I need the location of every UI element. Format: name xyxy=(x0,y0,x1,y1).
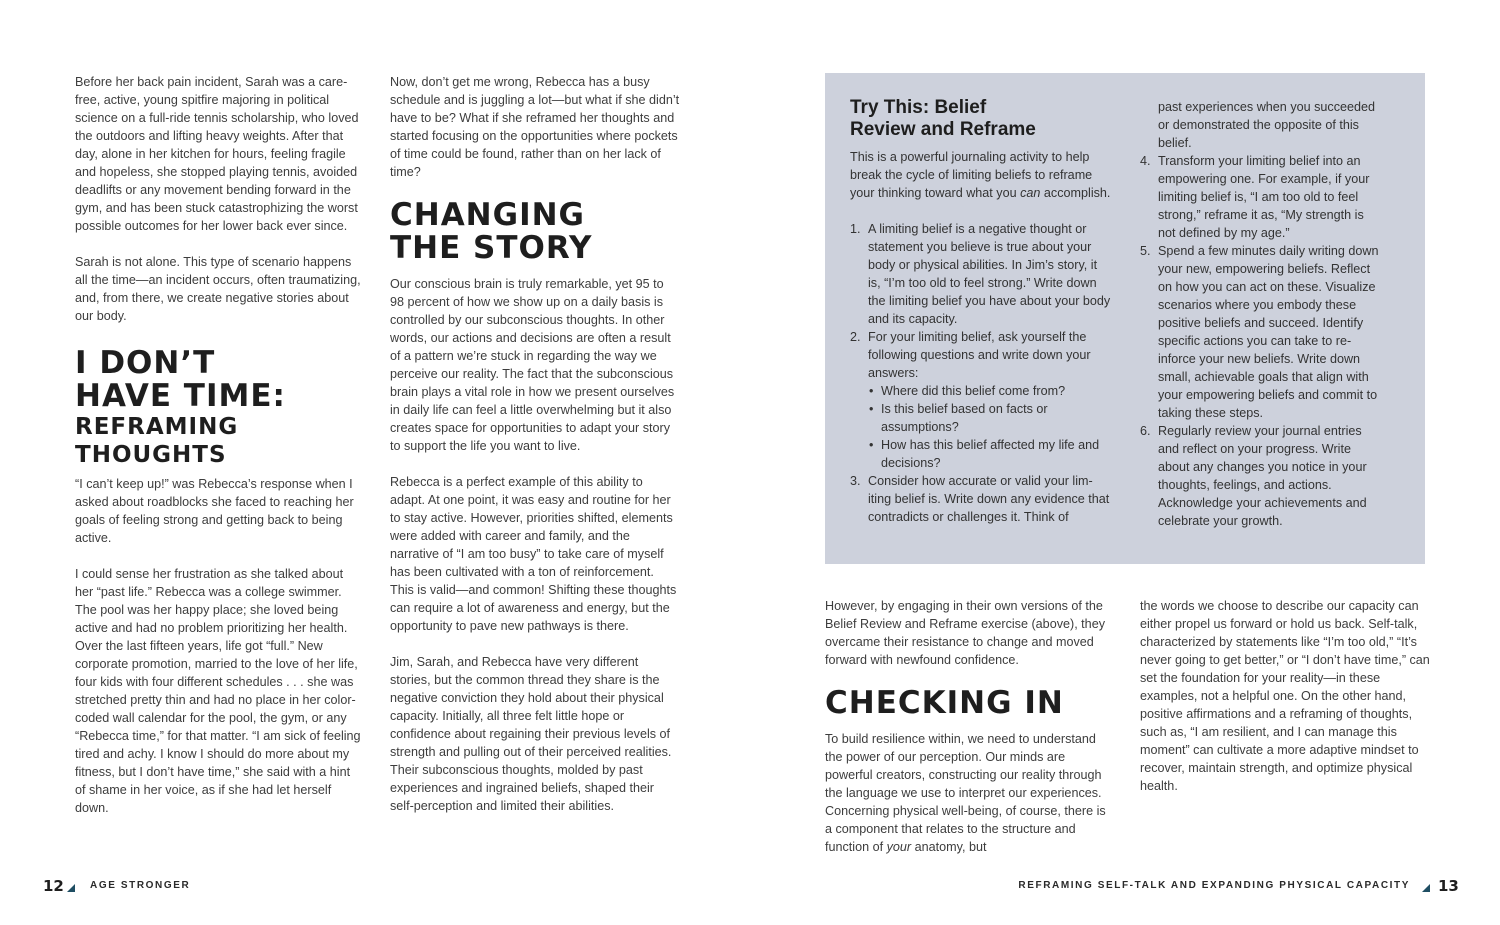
page-number-left: 12 xyxy=(43,877,64,895)
paragraph: Rebecca is a perfect example of this ability to adapt. At one point, it was easy and routine for her to stay active. However, priorities shifted, elements were added with career and family, and the narrative of “I am too busy” to take care of myself has been cultivated with a ton of reinforcement. This is valid—and common! Shifting these thoughts can require a lot of awareness and energy, but the opportunity to pave new pathways is there. xyxy=(390,475,677,633)
step-text: Transform your limiting belief into an empowering one. For example, if your limiting belief is, “I am too old to feel strong,” reframe it as, “My strength is not defined by my age.” xyxy=(1158,154,1370,240)
bullet-item: • How has this belief affected my life and decisions? xyxy=(868,436,1112,472)
step-item xyxy=(1140,422,1382,530)
step-text: Regularly review your journal entries and reflect on your progress. Write about any changes you notice in your thoughts, feelings, and actions. Acknowledge your achievements and celebrate your growth. xyxy=(1158,424,1367,528)
sidebar-right-column xyxy=(1140,98,1382,530)
step-number: 5. xyxy=(1140,244,1151,258)
left-column-1 xyxy=(75,73,363,835)
paragraph: Before her back pain incident, Sarah was a care-free, active, young spitfire majoring in political science on a full-ride tennis scholarship, who loved the outdoors and lifting heavy weights. After that day, alone in her kitchen for hours, feeling fragile and hopeless, she stopped playing tennis, avoided deadlifts or any movement bending forward in the gym, and has been stuck catastrophizing the worst possible outcomes for her lower back ever since. xyxy=(75,75,359,233)
intro-emphasis: can xyxy=(1020,186,1041,200)
subheading-line: REFRAMING xyxy=(75,414,239,440)
paragraph xyxy=(825,730,1115,856)
section-heading-checking-in: CHECKING IN xyxy=(825,685,1064,721)
step-number: 3. xyxy=(850,474,861,488)
step-number: 6. xyxy=(1140,424,1151,438)
step-number: 4. xyxy=(1140,154,1151,168)
running-title-left: AGE STRONGER xyxy=(90,880,191,891)
sidebar-title xyxy=(850,97,1112,141)
section-heading-no-time xyxy=(75,347,363,469)
paragraph: “I can’t keep up!” was Rebecca’s response when I asked about roadblocks she faced to reaching her goals of feeling strong and getting back to being active. xyxy=(75,477,354,545)
right-column-2 xyxy=(1140,597,1432,813)
page-number-right: 13 xyxy=(1438,877,1459,895)
heading-line: I DON’T xyxy=(75,345,216,381)
steps-list xyxy=(850,220,1112,526)
try-this-sidebar xyxy=(825,73,1425,564)
sidebar-left-column xyxy=(850,97,1112,526)
paragraph: Sarah is not alone. This type of scenario happens all the time—an incident occurs, often traumatizing, and, from there, we create negative stories about our body. xyxy=(75,255,361,323)
intro-text: accomplish. xyxy=(1040,186,1111,200)
paragraph: Our conscious brain is truly remarkable, yet 95 to 98 percent of how we show up on a daily basis is controlled by our subconscious thoughts. In other words, our actions and decisions are often a result of a pattern we’re stuck in regarding the way we perceive our reality. The fact that the subconscious brain plays a vital role in how we present ourselves in daily life can feel a little overwhelming but it also creates space for opportunities to adapt your story to support the life you want to live. xyxy=(390,277,675,453)
paragraph-emphasis: your xyxy=(886,840,912,854)
paragraph-text: anatomy, but xyxy=(911,840,987,854)
paragraph: I could sense her frustration as she talked about her “past life.” Rebecca was a college swimmer. The pool was her happy place; she loved being active and had no problem prioritizing her health. Over the last fifteen years, life got “full.” New corporate promotion, married to the love of her life, four kids with four different schedules . . . she was stretched pretty thin and had no place in her color-coded wall calendar for the pool, the gym, or any “Rebecca time,” for that matter. “I am sick of feeling tired and achy. I know I should do more about my fitness, but I don’t have time,” she said with a hint of shame in her voice, as if she had let herself down. xyxy=(75,567,361,815)
step-text: Consider how accurate or valid your lim-iting belief is. Write down any evidence that contradicts or challenges it. Think of xyxy=(868,474,1110,524)
paragraph-text: To build resilience within, we need to understand the power of our perception. Our minds are powerful creators, constructing our reality through the language we use to interpret our experiences. Concerning physical well-being, of course, there is a component that relates to the structure and function of xyxy=(825,732,1106,854)
step-item xyxy=(850,220,1112,328)
heading-line: CHANGING xyxy=(390,197,585,233)
intro-text: This is a powerful journaling activity to help break the cycle of limiting beliefs to reframe your thinking toward what you xyxy=(850,150,1093,200)
paragraph: Now, don’t get me wrong, Rebecca has a busy schedule and is juggling a lot—but what if she didn’t have to be? What if she reframed her thoughts and started focusing on the opportunities where pockets of time could be found, rather than on her lack of time? xyxy=(390,75,680,179)
left-column-2 xyxy=(390,73,680,833)
step-item xyxy=(850,328,1112,472)
heading-line: HAVE TIME: xyxy=(75,378,286,414)
step-item xyxy=(850,472,1112,526)
footer-triangle-icon xyxy=(67,884,75,892)
footer-triangle-icon xyxy=(1422,884,1430,892)
sidebar-title-line: Try This: Belief xyxy=(850,97,987,118)
step-number: 2. xyxy=(850,330,861,344)
steps-list-continued xyxy=(1140,98,1382,530)
step-item xyxy=(1140,152,1382,242)
step-text: A limiting belief is a negative thought or statement you believe is true about your body or physical abilities. In Jim’s story, it is, “I’m too old to feel strong.” Write down the limiting belief you have about your body and its capacity. xyxy=(868,222,1111,326)
paragraph: Jim, Sarah, and Rebecca have very different stories, but the common thread they share is the negative conviction they hold about their physical capacity. Initially, all three felt little hope or confidence about regaining their previous levels of strength and pulling out of their perceived realities. Their subconscious thoughts, molded by past experiences and ingrained beliefs, shaped their self-perception and limited their abilities. xyxy=(390,655,672,813)
bullet-item: • Is this belief based on facts or assumptions? xyxy=(868,400,1112,436)
bullet-item: • Where did this belief come from? xyxy=(868,382,1112,400)
step-text: Spend a few minutes daily writing down your new, empowering beliefs. Reflect on how you can act on these. Visualize scenarios where you embody these positive beliefs and succeed. Identify specific actions you can take to re-inforce your new beliefs. Write down small, achievable goals that align with your empowering beliefs and commit to taking these steps. xyxy=(1158,244,1379,420)
subheading-line: THOUGHTS xyxy=(75,442,227,468)
heading-line: THE STORY xyxy=(390,230,593,266)
running-title-right: REFRAMING SELF-TALK AND EXPANDING PHYSICAL CAPACITY xyxy=(1018,880,1410,891)
sidebar-title-line: Review and Reframe xyxy=(850,119,1036,140)
right-column-1 xyxy=(825,597,1115,874)
paragraph: the words we choose to describe our capacity can either propel us forward or hold us back. Self-talk, characterized by statements like “I’m too old,” “It’s never going to get better,” or “I don’t have time,” can set the foundation for your reality—in these examples, not a helpful one. On the other hand, positive affirmations and a reframing of thoughts, such as, “I am resilient, and I can manage this moment” can cultivate a more adaptive mindset to recover, maintain strength, and optimize physical health. xyxy=(1140,599,1430,793)
step-text: For your limiting belief, ask yourself the following questions and write down your answers: xyxy=(868,330,1091,380)
step-continuation: past experiences when you succeeded or demonstrated the opposite of this belief. xyxy=(1158,100,1376,150)
paragraph: However, by engaging in their own versions of the Belief Review and Reframe exercise (above), they overcame their resistance to change and moved forward with newfound confidence. xyxy=(825,599,1105,667)
step-number: 1. xyxy=(850,222,861,236)
step-item xyxy=(1140,242,1382,422)
section-heading-changing-story xyxy=(390,199,680,265)
sidebar-intro xyxy=(850,148,1112,202)
step-bullets xyxy=(868,382,1112,472)
